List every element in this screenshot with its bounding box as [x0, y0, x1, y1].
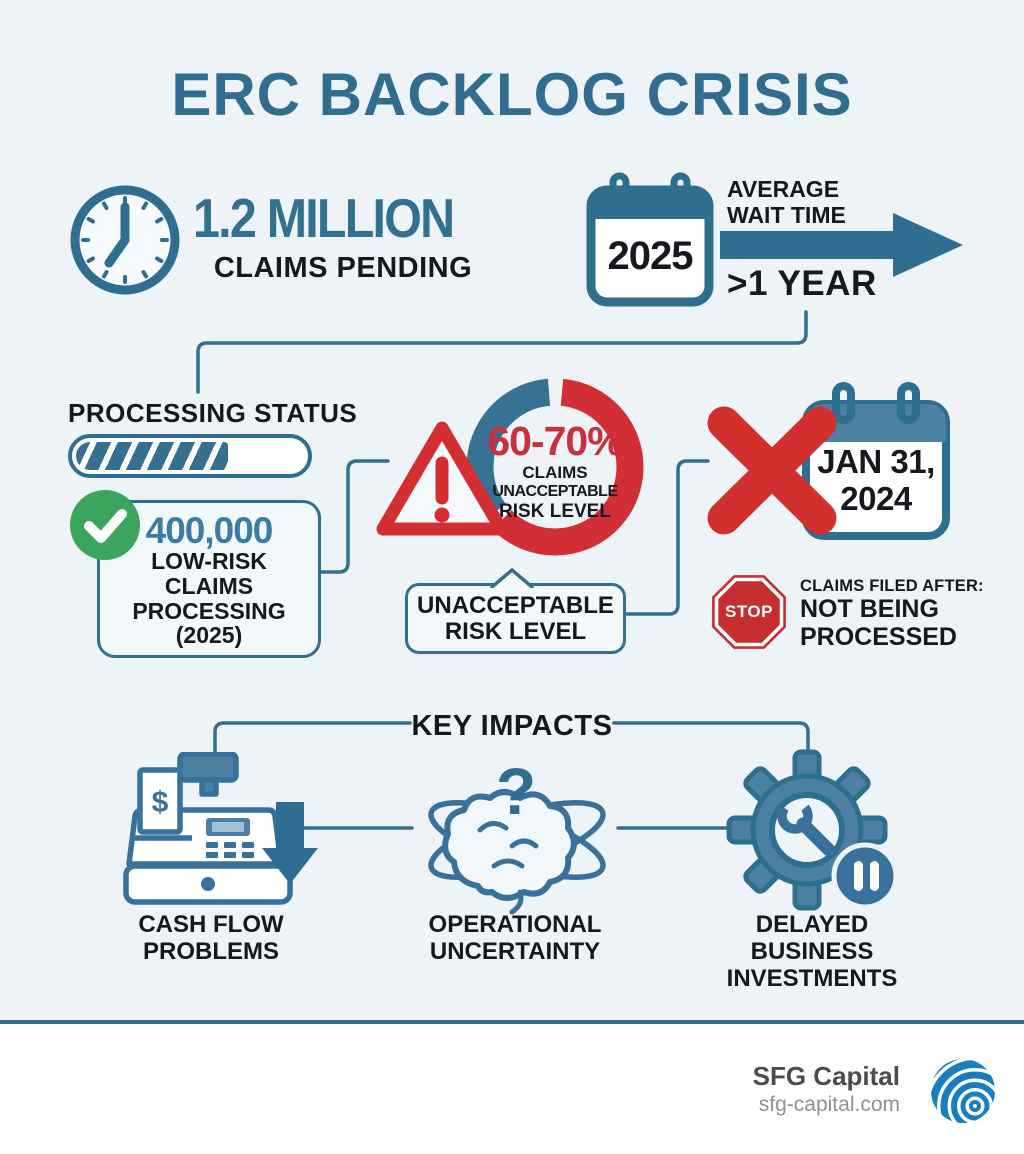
- dollar-glyph: $: [151, 786, 169, 819]
- not-processed-text: [800, 596, 957, 651]
- gear-pause-icon: [715, 748, 910, 923]
- donut-line1: CLAIMS: [522, 463, 588, 483]
- risk-callout-line1: UNACCEPTABLE: [417, 591, 614, 619]
- low-risk-value: 400,000: [145, 509, 273, 551]
- impact-cash-line2: PROBLEMS: [142, 937, 279, 965]
- not-processed-line1: NOT BEING: [800, 595, 939, 623]
- website-url: sfg-capital.com: [758, 1092, 900, 1116]
- impact-investments-label: [692, 912, 932, 993]
- impact-cash-flow-label: [91, 912, 331, 966]
- sphere-logo-icon: [928, 1056, 1000, 1128]
- low-risk-line2: CLAIMS: [164, 572, 254, 599]
- progress-bar: [68, 434, 312, 478]
- cash-register-icon: [118, 752, 328, 907]
- impact-investments-line1: DELAYED BUSINESS: [750, 911, 874, 965]
- calendar-2025-year: 2025: [607, 234, 693, 278]
- low-risk-line3: PROCESSING: [132, 597, 286, 624]
- company-name: SFG Capital: [752, 1061, 900, 1091]
- pause-badge-icon: [834, 845, 896, 907]
- brain-question-icon: [412, 748, 622, 923]
- donut-line3: RISK LEVEL: [499, 500, 611, 522]
- wait-time-value: >1 YEAR: [727, 264, 877, 303]
- progress-bar-fill: [76, 442, 228, 470]
- deadline-date-line1: JAN 31,: [817, 443, 935, 480]
- clock-icon: [65, 180, 185, 300]
- impact-operational-label: [395, 912, 635, 966]
- donut-percent: 60-70%: [487, 418, 623, 464]
- wait-time-label-line2: WAIT TIME: [727, 201, 846, 228]
- page-title: ERC BACKLOG CRISIS: [171, 61, 853, 128]
- impact-cash-line1: CASH FLOW: [138, 911, 284, 938]
- claims-filed-after-label: CLAIMS FILED AFTER:: [800, 577, 984, 595]
- stop-sign-label: STOP: [725, 602, 773, 621]
- low-risk-line4: (2025): [175, 622, 243, 649]
- check-circle-icon: [68, 488, 142, 562]
- wait-time-label-line1: AVERAGE: [727, 176, 840, 202]
- claims-pending-label: CLAIMS PENDING: [213, 252, 473, 284]
- low-risk-line1: LOW-RISK: [151, 547, 267, 574]
- donut-line2: UNACCEPTABLE: [492, 482, 618, 500]
- footer-text: [753, 1062, 900, 1117]
- x-mark-icon: [702, 403, 842, 538]
- risk-callout: [405, 583, 626, 654]
- question-mark-glyph: ?: [495, 754, 537, 828]
- risk-callout-line2: RISK LEVEL: [444, 617, 587, 645]
- key-impacts-heading: KEY IMPACTS: [411, 710, 613, 742]
- impact-operational-line2: UNCERTAINTY: [429, 937, 601, 965]
- warning-triangle-icon: [372, 416, 512, 541]
- callout-pointer: [490, 566, 534, 588]
- not-processed-line2: PROCESSED: [800, 622, 957, 651]
- claims-pending-value: 1.2 MILLION: [193, 187, 454, 249]
- impact-operational-line1: OPERATIONAL: [428, 911, 602, 938]
- processing-status-label: PROCESSING STATUS: [68, 398, 358, 428]
- impact-investments-line2: INVESTMENTS: [726, 964, 898, 992]
- deadline-date-line2: 2024: [840, 479, 912, 517]
